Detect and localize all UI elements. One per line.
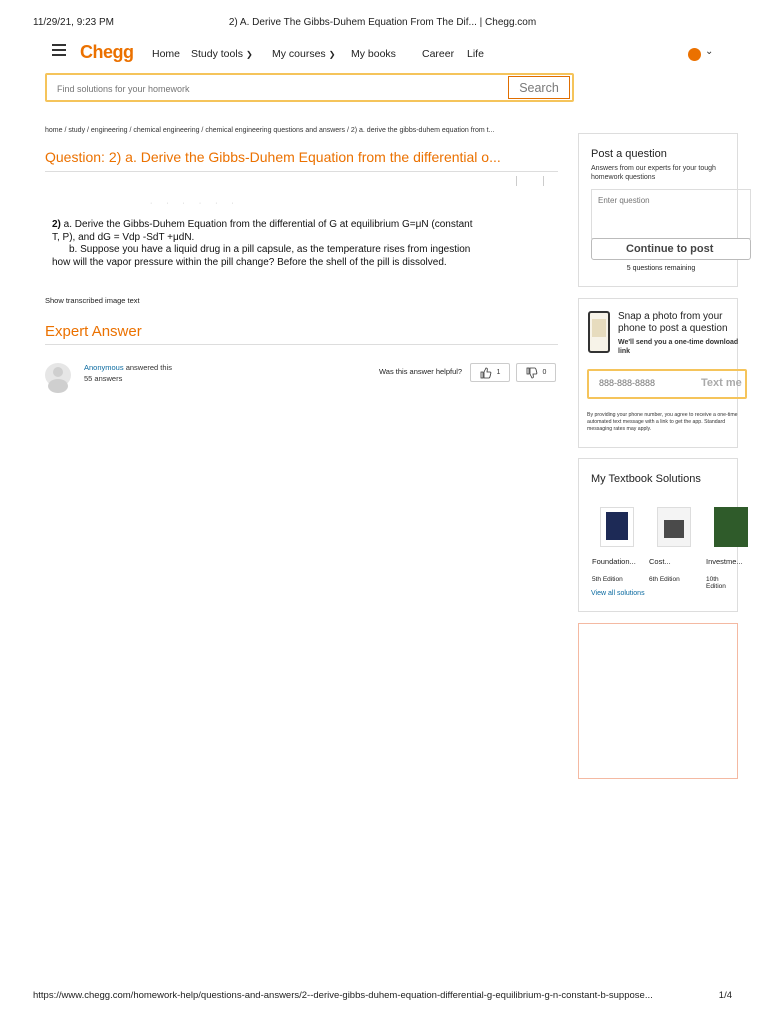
- book-title[interactable]: Investme...: [706, 557, 743, 566]
- continue-to-post-button[interactable]: Continue to post: [591, 238, 751, 260]
- chevron-down-icon[interactable]: ⌄: [705, 46, 714, 57]
- helpful-label: Was this answer helpful?: [379, 367, 463, 376]
- snap-subtitle: We'll send you a one-time download link: [618, 339, 739, 355]
- menu-icon[interactable]: [52, 44, 66, 56]
- thumbs-down-button[interactable]: [516, 363, 556, 382]
- nav-life[interactable]: Life: [467, 48, 484, 60]
- downvote-count: 0: [542, 369, 547, 376]
- book-title[interactable]: Cost...: [649, 557, 671, 566]
- divider: [516, 176, 517, 186]
- book-edition: 5th Edition: [592, 576, 623, 583]
- nav-home[interactable]: Home: [152, 48, 181, 60]
- answerer-name[interactable]: Anonymous: [84, 363, 124, 372]
- divider: [543, 176, 544, 186]
- breadcrumb[interactable]: home / study / engineering / chemical engineering / chemical engineering questions and answers / 2) a. derive the gibbs-duhem equation from t...: [45, 127, 495, 134]
- print-footer: [33, 990, 732, 1004]
- chegg-logo[interactable]: Chegg: [80, 42, 134, 62]
- book-cover[interactable]: [714, 507, 748, 547]
- text-me-button[interactable]: Text me: [701, 377, 742, 389]
- nav-my-courses[interactable]: [272, 48, 335, 60]
- chevron-down-icon: ❯: [245, 50, 253, 59]
- answer-count: 55 answers: [84, 374, 123, 383]
- answerer-line: [84, 363, 172, 372]
- expert-answer-heading: Expert Answer: [45, 323, 142, 340]
- avatar: [45, 363, 71, 387]
- book-cover[interactable]: [657, 507, 691, 547]
- print-header: [33, 17, 732, 31]
- question-line: b. Suppose you have a liquid drug in a pill capsule, as the temperature rises from ingestion: [69, 244, 471, 255]
- nav-study-tools-label: Study tools: [191, 48, 243, 60]
- question-line: how will the vapor pressure within the pill change? Before the shell of the pill is dissolved.: [52, 256, 447, 268]
- book-edition: 10th Edition: [706, 576, 726, 590]
- divider: [45, 344, 558, 345]
- question-line-text: a. Derive the Gibbs-Duhem Equation from the differential of G at equilibrium G=μN (constant: [60, 219, 473, 230]
- book-edition: 6th Edition: [649, 576, 680, 583]
- avatar[interactable]: [688, 48, 701, 61]
- post-question-subtitle: Answers from our experts for your tough homework questions: [591, 165, 716, 181]
- print-page-title: 2) A. Derive The Gibbs-Duhem Equation From The Dif... | Chegg.com: [228, 17, 537, 28]
- search-bar: [45, 73, 574, 102]
- view-all-solutions-link[interactable]: View all solutions: [591, 590, 645, 597]
- snap-title: Snap a photo from your phone to post a question: [618, 311, 728, 334]
- question-image: [52, 219, 482, 269]
- phone-icon: [588, 311, 610, 353]
- question-line: [52, 219, 482, 232]
- print-url: https://www.chegg.com/homework-help/questions-and-answers/2--derive-gibbs-duhem-equation-differential-g-equilibrium-g-n-constant-b-suppose...: [33, 990, 653, 1001]
- divider: [45, 171, 558, 172]
- ad-slot: [578, 623, 738, 779]
- answered-text: answered this: [123, 363, 172, 372]
- book-cover[interactable]: [600, 507, 634, 547]
- image-artifact: · · · · · ·: [150, 200, 240, 207]
- question-line: T, P), and dG = Vdp -SdT +μdN.: [52, 231, 195, 243]
- post-question-title: Post a question: [591, 148, 667, 160]
- chevron-down-icon: ❯: [328, 50, 336, 59]
- thumbs-up-button[interactable]: [470, 363, 510, 382]
- thumbs-up-icon: [480, 368, 491, 378]
- question-box: [591, 189, 751, 239]
- nav-my-books[interactable]: My books: [351, 48, 396, 60]
- phone-field: [587, 369, 747, 399]
- textbook-solutions-card: [578, 458, 743, 612]
- question-input[interactable]: [592, 190, 744, 242]
- nav-my-courses-label: My courses: [272, 48, 326, 60]
- question-number: 2): [52, 219, 61, 230]
- snap-photo-card: [578, 298, 742, 448]
- nav-study-tools[interactable]: [191, 48, 253, 60]
- show-transcribed-text-link[interactable]: Show transcribed image text: [45, 296, 140, 305]
- post-question-card: [578, 133, 738, 287]
- thumbs-down-icon: [526, 368, 537, 378]
- print-page-number: 1/4: [718, 990, 732, 1001]
- questions-remaining: 5 questions remaining: [626, 265, 696, 272]
- phone-input[interactable]: [597, 377, 691, 389]
- page-title: Question: 2) a. Derive the Gibbs-Duhem Equation from the differential o...: [45, 149, 501, 165]
- legal-text: By providing your phone number, you agree to receive a one-time automated text message with a link to get the app. Standard messaging rates may apply.: [587, 412, 738, 432]
- search-button[interactable]: Search: [508, 76, 570, 99]
- search-input[interactable]: [55, 79, 499, 98]
- book-title[interactable]: Foundation...: [592, 557, 636, 566]
- print-timestamp: 11/29/21, 9:23 PM: [33, 17, 114, 28]
- nav-career[interactable]: Career: [422, 48, 455, 60]
- upvote-count: 1: [496, 369, 501, 376]
- textbook-solutions-title: My Textbook Solutions: [591, 473, 701, 485]
